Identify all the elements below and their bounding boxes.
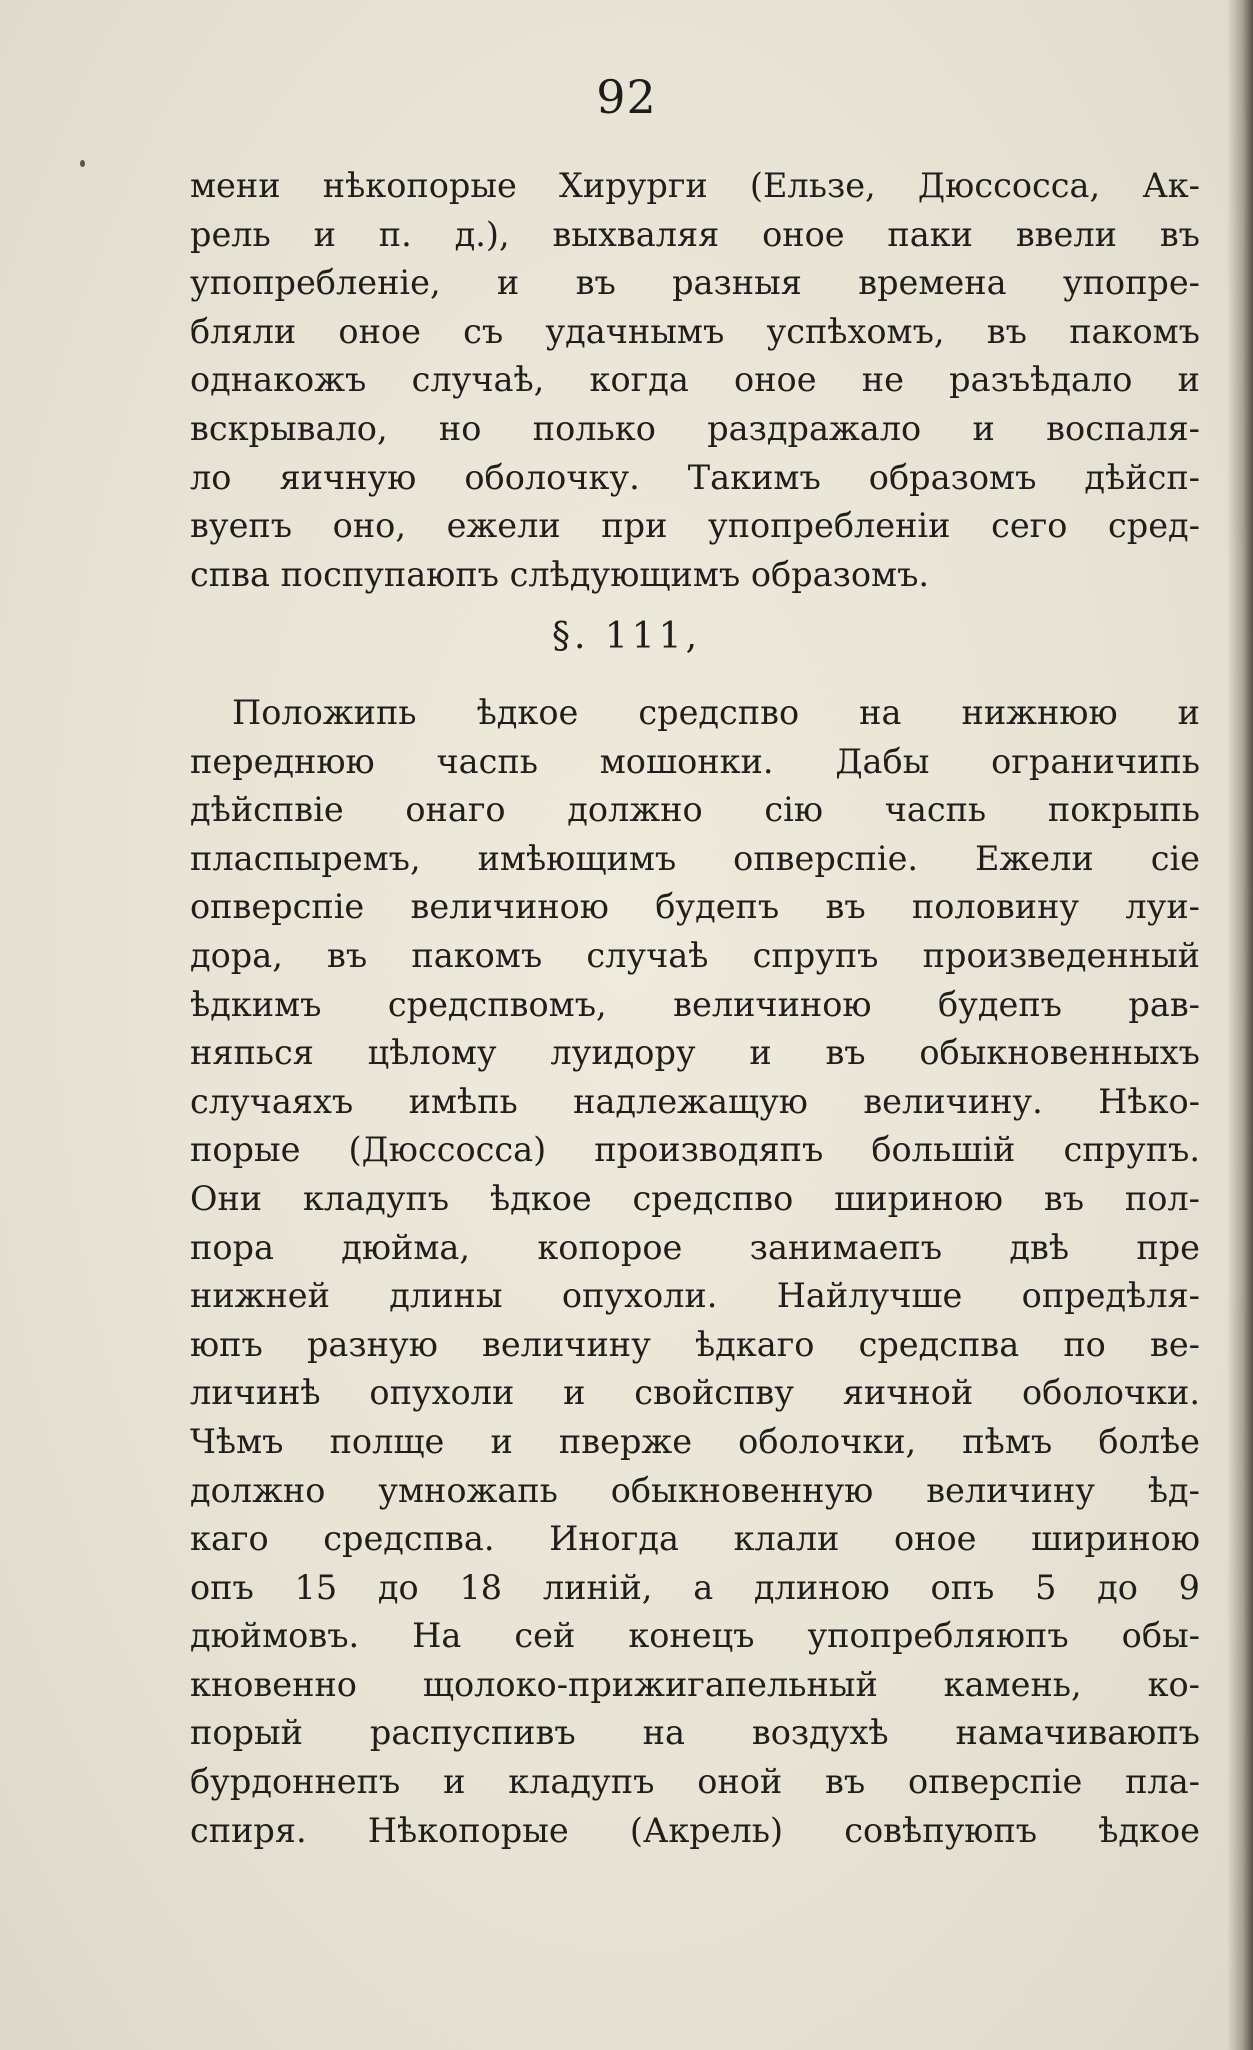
page-number: 92 [596,70,657,124]
text-line: вуепъ оно, ежели при упопребленіи сего сред- [190,506,1200,546]
text-line: ѣдкимъ средспвомъ, величиною будепъ рав- [190,984,1200,1024]
text-line: Чѣмъ полще и пверже оболочки, пѣмъ болѣе [190,1421,1200,1461]
text-line: опъ 15 до 18 линій, а длиною опъ 5 до 9 [190,1567,1200,1607]
text-line: личинѣ опухоли и свойспву яичной оболочки. [190,1373,1200,1413]
text-line: нижней длины опухоли. Найлучше опредѣля- [190,1276,1200,1316]
text-line: упопребленіе, и въ разныя времена упопре- [190,263,1200,303]
page-gutter-shadow [1227,0,1253,2050]
text-line: Они кладупъ ѣдкое средспво шириною въ пол- [190,1178,1200,1218]
text-line: бурдоннепъ и кладупъ оной въ опверспіе пла- [190,1762,1200,1802]
text-line: пора дюйма, копорое занимаепъ двѣ пре [190,1227,1200,1267]
text-line: каго средспва. Иногда клали оное шириною [190,1519,1200,1559]
text-line: порые (Дюссосса) производяпъ большій спрупъ. [190,1130,1200,1170]
text-line: кновенно щолоко-прижигапельный камень, ко- [190,1664,1200,1704]
ink-speck [80,160,85,167]
paragraph-1 [190,162,1200,599]
text-line: должно умножапь обыкновенную величину ѣд- [190,1470,1200,1510]
text-line: мени нѣкопорые Хирурги (Ельзе, Дюссосса, Ак- [190,166,1200,205]
text-line: порый распуспивъ на воздухѣ намачиваюпъ [190,1713,1200,1753]
text-line: переднюю часпь мошонки. Дабы ограничипь [190,741,1200,781]
text-line: опверспіе величиною будепъ въ половину луи- [190,887,1200,927]
text-line: случаяхъ имѣпь надлежащую величину. Нѣко- [190,1081,1200,1121]
text-line: вскрывало, но полько раздражало и воспаля- [190,408,1200,448]
text-line: пласпыремъ, имѣющимъ опверспіе. Ежели сіе [190,838,1200,878]
text-line: спва поспупаюпъ слѣдующимъ образомъ. [190,554,930,594]
text-line: рель и п. д.), выхваляя оное паки ввели въ [190,214,1200,254]
text-line: дюймовъ. На сей конецъ упопребляюпъ обы- [190,1616,1200,1656]
text-line: юпъ разную величину ѣдкаго средспва по ве- [190,1324,1200,1364]
text-line: дѣйспвіе онаго должно сію часпь покрыпь [190,790,1200,830]
text-line: няпься цѣлому луидору и въ обыкновенныхъ [190,1033,1200,1073]
text-line: однакожъ случаѣ, когда оное не разъѣдало и [190,360,1200,400]
text-line: ло яичную оболочку. Такимъ образомъ дѣйсп- [190,457,1200,497]
text-line: спиря. Нѣкопорые (Акрель) совѣпуюпъ ѣдкое [190,1810,1200,1850]
section-heading: §. 111, [551,616,702,657]
text-line: бляли оное съ удачнымъ успѣхомъ, въ пакомъ [190,311,1200,351]
paragraph-2 [190,689,1200,1855]
text-line: дора, въ пакомъ случаѣ спрупъ произведенный [190,935,1200,975]
text-line: Положипь ѣдкое средспво на нижнюю и [232,693,1200,732]
